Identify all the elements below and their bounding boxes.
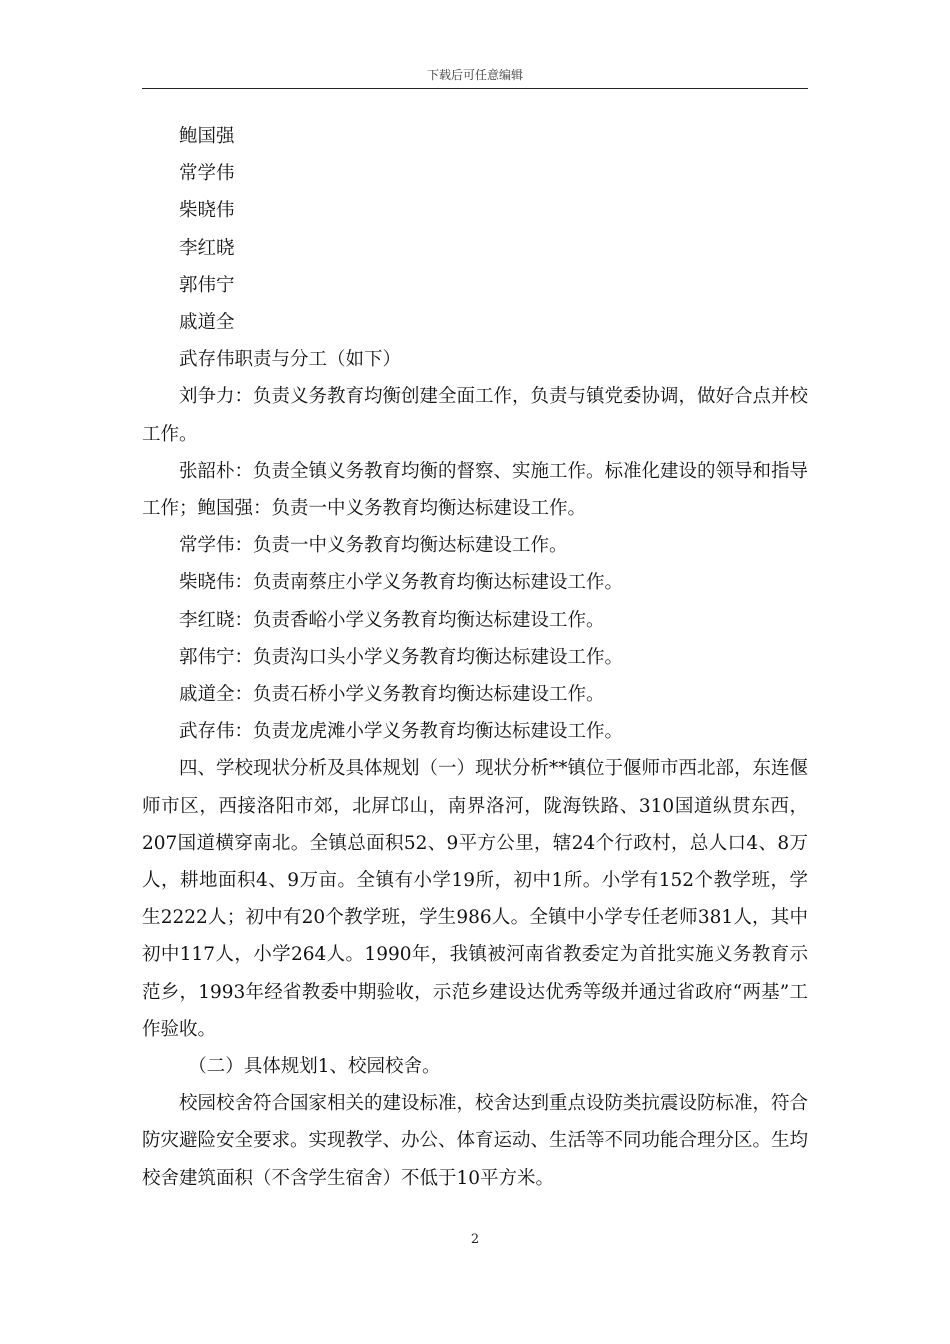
paragraph: 柴晓伟：负责南蔡庄小学义务教育均衡达标建设工作。	[179, 572, 624, 594]
paragraph: 柴晓伟	[179, 200, 235, 222]
paragraph: 武存伟职责与分工（如下）	[179, 349, 402, 371]
document-body	[142, 118, 808, 1197]
paragraph: 戚道全：负责石桥小学义务教育均衡达标建设工作。	[179, 684, 605, 706]
paragraph: 张韶朴：负责全镇义务教育均衡的督察、实施工作。标准化建设的领导和指导工作；鲍国强：负责一中义务教育均衡达标建设工作。	[142, 460, 809, 520]
paragraph: 李红晓	[179, 237, 235, 259]
paragraph: 刘争力：负责义务教育均衡创建全面工作，负责与镇党委协调，做好合点并校工作。	[142, 386, 809, 445]
paragraph: 常学伟	[179, 163, 235, 185]
paragraph: 武存伟：负责龙虎滩小学义务教育均衡达标建设工作。	[179, 721, 624, 743]
header-rule	[142, 88, 808, 89]
paragraph: 四、学校现状分析及具体规划（一）现状分析**镇位于偃师市西北部，东连偃师市区，西接洛阳市郊，北屏邙山，南界洛河，陇海铁路、310国道纵贯东西，207国道横穿南北。全镇总面积52、9平方公里，辖24个行政村，总人口4、8万人，耕地面积4、9万亩。全镇有小学19所，初中1所。小学有152个教学班，学生2222人；初中有20个教学班，学生986人。全镇中小学专任老师381人，其中初中117人，小学264人。1990年，我镇被河南省教委定为首批实施义务教育示范乡，1993年经省教委中期验收，示范乡建设达优秀等级并通过省政府“两基”工作验收。	[142, 758, 809, 1040]
page-number: 2	[470, 1232, 480, 1247]
paragraph: 戚道全	[179, 312, 235, 334]
section-heading: （二）具体规划1、校园校舍。	[188, 1056, 441, 1078]
paragraph: 郭伟宁：负责沟口头小学义务教育均衡达标建设工作。	[179, 646, 624, 668]
paragraph: 常学伟：负责一中义务教育均衡达标建设工作。	[179, 535, 568, 557]
page-header: 下载后可任意编辑	[426, 68, 523, 82]
paragraph: 校园校舍符合国家相关的建设标准，校舍达到重点设防类抗震设防标准，符合防灾避险安全要求。实现教学、办公、体育运动、生活等不同功能合理分区。生均校舍建筑面积（不含学生宿舍）不低于10平方米。	[142, 1093, 809, 1189]
paragraph: 李红晓：负责香峪小学义务教育均衡达标建设工作。	[179, 609, 605, 631]
paragraph: 郭伟宁	[179, 274, 235, 296]
paragraph: 鲍国强	[179, 126, 235, 147]
